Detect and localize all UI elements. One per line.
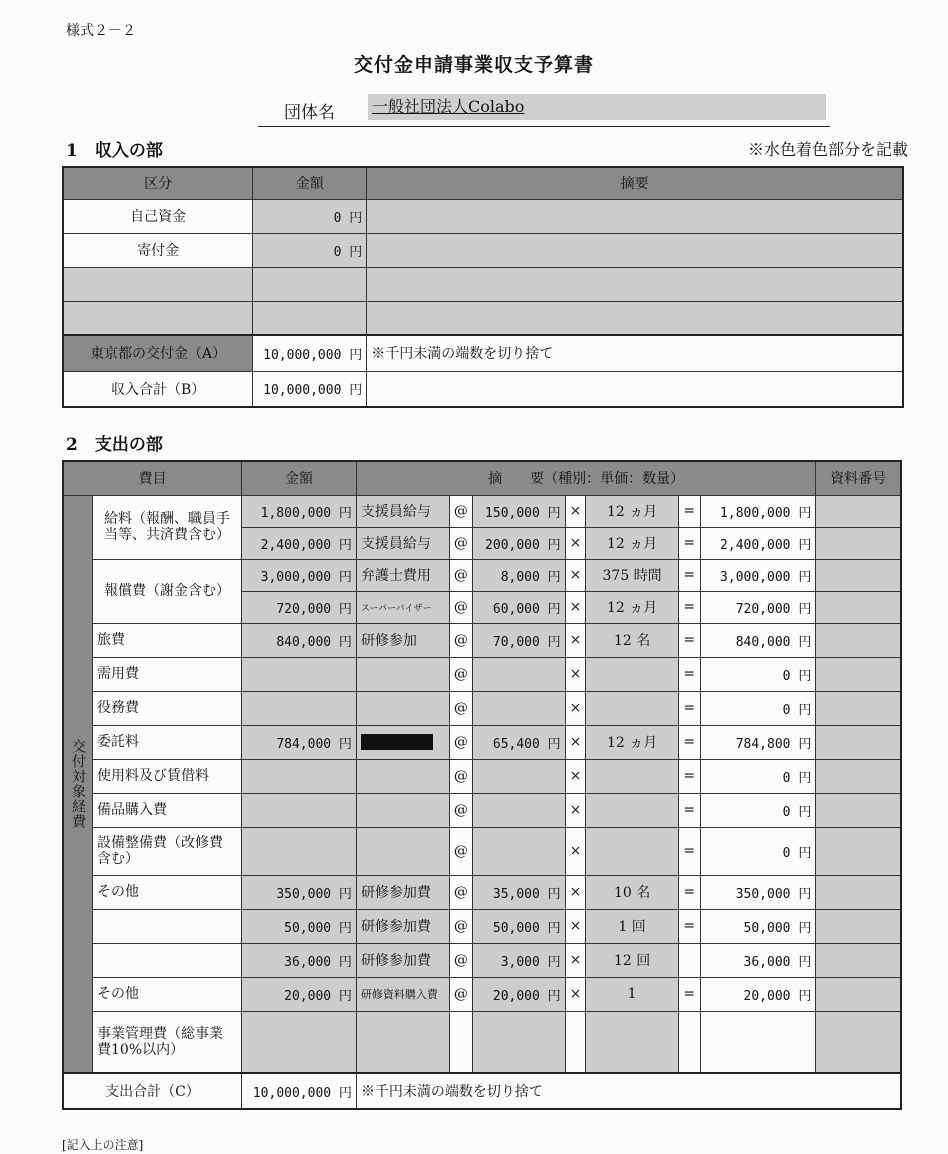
times-sign: × [565, 623, 586, 657]
equals-sign: = [678, 559, 700, 591]
income-note-cell[interactable] [367, 267, 903, 301]
quantity[interactable]: 1 [586, 977, 678, 1011]
organization-name: 一般社団法人Colabo [372, 97, 525, 116]
at-sign [449, 1011, 472, 1073]
subtotal: 20,000 円 [700, 977, 816, 1011]
expense-table [62, 460, 902, 1110]
income-category: 寄付金 [63, 233, 253, 267]
expense-kind[interactable]: 支援員給与 [356, 495, 449, 527]
unit-price[interactable]: 8,000 円 [472, 559, 565, 591]
expense-kind[interactable]: 研修参加 [356, 623, 449, 657]
table-row [63, 1011, 901, 1073]
table-row [63, 301, 903, 335]
quantity[interactable]: 375 時間 [586, 559, 678, 591]
income-header-category: 区分 [63, 167, 253, 199]
expense-kind[interactable] [356, 725, 449, 759]
reference-number[interactable] [816, 495, 901, 527]
subtotal: 50,000 円 [700, 909, 816, 943]
expense-amount[interactable]: 840,000 円 [241, 623, 356, 657]
subtotal: 720,000 円 [700, 591, 816, 623]
expense-kind[interactable] [356, 691, 449, 725]
income-amount[interactable] [253, 301, 367, 335]
equals-sign: = [678, 909, 700, 943]
expense-amount[interactable]: 720,000 円 [241, 591, 356, 623]
expense-item: 報償費（謝金含む） [93, 559, 242, 623]
reference-number[interactable] [816, 691, 901, 725]
income-amount[interactable]: 0 円 [253, 233, 367, 267]
equals-sign: = [678, 623, 700, 657]
income-total-amount: 10,000,000 円 [253, 371, 367, 407]
expense-amount[interactable] [241, 793, 356, 827]
subtotal: 350,000 円 [700, 875, 816, 909]
times-sign: × [565, 943, 586, 977]
expense-item: 使用料及び賃借料 [93, 759, 242, 793]
expense-amount[interactable]: 1,800,000 円 [241, 495, 356, 527]
expense-item: 委託料 [93, 725, 242, 759]
expense-amount[interactable]: 20,000 円 [241, 977, 356, 1011]
at-sign: @ [449, 591, 472, 623]
expense-kind[interactable] [356, 657, 449, 691]
income-category[interactable] [63, 267, 253, 301]
reference-number[interactable] [816, 793, 901, 827]
quantity[interactable]: 12 ヵ月 [586, 725, 678, 759]
table-row [63, 759, 901, 793]
times-sign: × [565, 909, 586, 943]
expense-kind[interactable] [356, 793, 449, 827]
table-row [63, 623, 901, 657]
quantity[interactable] [586, 759, 678, 793]
unit-price[interactable] [472, 657, 565, 691]
reference-number[interactable] [816, 759, 901, 793]
equals-sign: = [678, 527, 700, 559]
times-sign: × [565, 691, 586, 725]
times-sign: × [565, 591, 586, 623]
times-sign: × [565, 875, 586, 909]
expense-item [93, 909, 242, 943]
expense-total-note: ※千円未満の端数を切り捨て [356, 1073, 901, 1109]
expense-amount[interactable]: 2,400,000 円 [241, 527, 356, 559]
table-row [63, 875, 901, 909]
at-sign: @ [449, 527, 472, 559]
quantity[interactable]: 12 回 [586, 943, 678, 977]
subtotal: 3,000,000 円 [700, 559, 816, 591]
table-row [63, 793, 901, 827]
equals-sign: = [678, 977, 700, 1011]
subtotal: 0 円 [700, 657, 816, 691]
reference-number[interactable] [816, 1011, 901, 1073]
table-row [63, 827, 901, 875]
unit-price[interactable]: 3,000 円 [472, 943, 565, 977]
expense-amount[interactable] [241, 691, 356, 725]
quantity[interactable]: 12 名 [586, 623, 678, 657]
unit-price[interactable] [472, 759, 565, 793]
at-sign: @ [449, 759, 472, 793]
reference-number[interactable] [816, 977, 901, 1011]
subtotal: 0 円 [700, 691, 816, 725]
expense-header-item: 費目 [63, 461, 241, 495]
table-row [63, 233, 903, 267]
unit-price[interactable]: 70,000 円 [472, 623, 565, 657]
table-row [63, 267, 903, 301]
quantity[interactable] [586, 827, 678, 875]
times-sign [565, 1011, 586, 1073]
at-sign: @ [449, 943, 472, 977]
at-sign: @ [449, 725, 472, 759]
grant-amount: 10,000,000 円 [253, 335, 367, 371]
table-row [63, 977, 901, 1011]
expense-item: その他 [93, 875, 242, 909]
table-row [63, 559, 901, 591]
equals-sign: = [678, 875, 700, 909]
grant-note: ※千円未満の端数を切り捨て [367, 335, 903, 371]
income-amount[interactable] [253, 267, 367, 301]
reference-number[interactable] [816, 943, 901, 977]
table-row [63, 657, 901, 691]
table-row [63, 943, 901, 977]
expense-amount[interactable]: 784,000 円 [241, 725, 356, 759]
expense-item: 給料（報酬、職員手当等、共済費含む） [93, 495, 242, 559]
expense-item: 設備整備費（改修費含む） [93, 827, 242, 875]
expense-kind[interactable] [356, 1011, 449, 1073]
unit-price[interactable]: 200,000 円 [472, 527, 565, 559]
quantity[interactable]: 1 回 [586, 909, 678, 943]
at-sign: @ [449, 657, 472, 691]
document-title: 交付金申請事業収支予算書 [353, 54, 594, 76]
expense-item: その他 [93, 977, 242, 1011]
expense-header-amount: 金額 [241, 461, 356, 495]
times-sign: × [565, 725, 586, 759]
expense-kind[interactable]: 支援員給与 [356, 527, 449, 559]
expense-item [93, 943, 242, 977]
times-sign: × [565, 527, 586, 559]
income-table [62, 166, 904, 408]
at-sign: @ [449, 977, 472, 1011]
times-sign: × [565, 495, 586, 527]
quantity[interactable] [586, 691, 678, 725]
equals-sign: = [678, 591, 700, 623]
expense-kind[interactable]: 弁護士費用 [356, 559, 449, 591]
quantity[interactable]: 10 名 [586, 875, 678, 909]
quantity[interactable]: 12 ヵ月 [586, 495, 678, 527]
times-sign: × [565, 827, 586, 875]
income-note: ※水色着色部分を記載 [747, 140, 908, 159]
times-sign: × [565, 793, 586, 827]
quantity[interactable] [586, 1011, 678, 1073]
quantity[interactable] [586, 793, 678, 827]
expense-kind[interactable]: 研修参加費 [356, 875, 449, 909]
expense-item: 役務費 [93, 691, 242, 725]
expense-amount[interactable]: 350,000 円 [241, 875, 356, 909]
expense-kind[interactable] [356, 827, 449, 875]
expense-kind[interactable]: 研修参加費 [356, 909, 449, 943]
income-total-note [367, 371, 903, 407]
income-section-title: 1 収入の部 [66, 141, 163, 161]
income-amount[interactable]: 0 円 [253, 199, 367, 233]
equals-sign [678, 1011, 700, 1073]
expense-header-detail: 摘 要（種別：単価：数量） [356, 461, 815, 495]
at-sign: @ [449, 827, 472, 875]
expense-item: 需用費 [93, 657, 242, 691]
unit-price[interactable]: 20,000 円 [472, 977, 565, 1011]
expense-total-amount: 10,000,000 円 [241, 1073, 356, 1109]
table-row [63, 1073, 901, 1109]
expense-amount[interactable]: 36,000 円 [241, 943, 356, 977]
subtotal: 0 円 [700, 793, 816, 827]
footer-note: [記入上の注意] [62, 1138, 144, 1152]
table-row [63, 909, 901, 943]
expense-item: 備品購入費 [93, 793, 242, 827]
organization-value[interactable] [368, 94, 826, 120]
redaction-block [361, 734, 433, 750]
expense-kind[interactable]: スーパーバイザー [356, 591, 449, 623]
unit-price[interactable] [472, 793, 565, 827]
reference-number[interactable] [816, 875, 901, 909]
expense-amount[interactable] [241, 759, 356, 793]
table-row [63, 725, 901, 759]
equals-sign: = [678, 827, 700, 875]
reference-number[interactable] [816, 591, 901, 623]
subtotal: 2,400,000 円 [700, 527, 816, 559]
subtotal: 0 円 [700, 759, 816, 793]
equals-sign: = [678, 759, 700, 793]
unit-price[interactable] [472, 691, 565, 725]
reference-number[interactable] [816, 657, 901, 691]
expense-amount[interactable]: 3,000,000 円 [241, 559, 356, 591]
times-sign: × [565, 977, 586, 1011]
reference-number[interactable] [816, 559, 901, 591]
income-header-note: 摘要 [367, 167, 903, 199]
income-header-amount: 金額 [253, 167, 367, 199]
organization-label: 団体名 [284, 103, 335, 123]
quantity[interactable] [586, 657, 678, 691]
expense-amount[interactable] [241, 1011, 356, 1073]
reference-number[interactable] [816, 725, 901, 759]
grant-category: 東京都の交付金（A） [63, 335, 253, 371]
at-sign: @ [449, 559, 472, 591]
quantity[interactable]: 12 ヵ月 [586, 527, 678, 559]
reference-number[interactable] [816, 623, 901, 657]
at-sign: @ [449, 793, 472, 827]
expense-kind[interactable]: 研修資料購入費 [356, 977, 449, 1011]
equals-sign: = [678, 657, 700, 691]
income-note-cell[interactable] [367, 199, 903, 233]
eligible-expense-side-label: 交付対象経費 [63, 495, 93, 1073]
organization-field [258, 92, 830, 127]
expense-amount[interactable] [241, 657, 356, 691]
equals-sign: = [678, 691, 700, 725]
expense-kind[interactable]: 研修参加費 [356, 943, 449, 977]
table-row [63, 691, 901, 725]
unit-price[interactable]: 50,000 円 [472, 909, 565, 943]
income-category[interactable] [63, 301, 253, 335]
reference-number[interactable] [816, 909, 901, 943]
at-sign: @ [449, 875, 472, 909]
income-total-category: 収入合計（B） [63, 371, 253, 407]
income-category: 自己資金 [63, 199, 253, 233]
subtotal: 840,000 円 [700, 623, 816, 657]
at-sign: @ [449, 909, 472, 943]
subtotal: 1,800,000 円 [700, 495, 816, 527]
equals-sign: = [678, 725, 700, 759]
expense-amount[interactable] [241, 827, 356, 875]
equals-sign [678, 943, 700, 977]
at-sign: @ [449, 623, 472, 657]
unit-price[interactable]: 65,400 円 [472, 725, 565, 759]
table-row [63, 495, 901, 527]
subtotal [700, 1011, 816, 1073]
unit-price[interactable]: 35,000 円 [472, 875, 565, 909]
expense-total-item: 支出合計（C） [63, 1073, 241, 1109]
subtotal: 0 円 [700, 827, 816, 875]
unit-price[interactable]: 150,000 円 [472, 495, 565, 527]
unit-price[interactable] [472, 827, 565, 875]
unit-price[interactable]: 60,000 円 [472, 591, 565, 623]
equals-sign: = [678, 793, 700, 827]
table-row [63, 199, 903, 233]
subtotal: 784,800 円 [700, 725, 816, 759]
equals-sign: = [678, 495, 700, 527]
at-sign: @ [449, 495, 472, 527]
reference-number[interactable] [816, 527, 901, 559]
unit-price[interactable] [472, 1011, 565, 1073]
expense-item: 事業管理費（総事業費10%以内） [93, 1011, 242, 1073]
expense-kind[interactable] [356, 759, 449, 793]
form-number: 様式２－２ [66, 23, 136, 39]
quantity[interactable]: 12 ヵ月 [586, 591, 678, 623]
income-note-cell[interactable] [367, 233, 903, 267]
table-row [63, 335, 903, 371]
expense-header-ref: 資料番号 [816, 461, 901, 495]
subtotal: 36,000 円 [700, 943, 816, 977]
times-sign: × [565, 559, 586, 591]
times-sign: × [565, 657, 586, 691]
expense-amount[interactable]: 50,000 円 [241, 909, 356, 943]
table-row [63, 371, 903, 407]
reference-number[interactable] [816, 827, 901, 875]
at-sign: @ [449, 691, 472, 725]
expense-item: 旅費 [93, 623, 242, 657]
expense-section-title: 2 支出の部 [66, 435, 163, 455]
times-sign: × [565, 759, 586, 793]
income-note-cell[interactable] [367, 301, 903, 335]
